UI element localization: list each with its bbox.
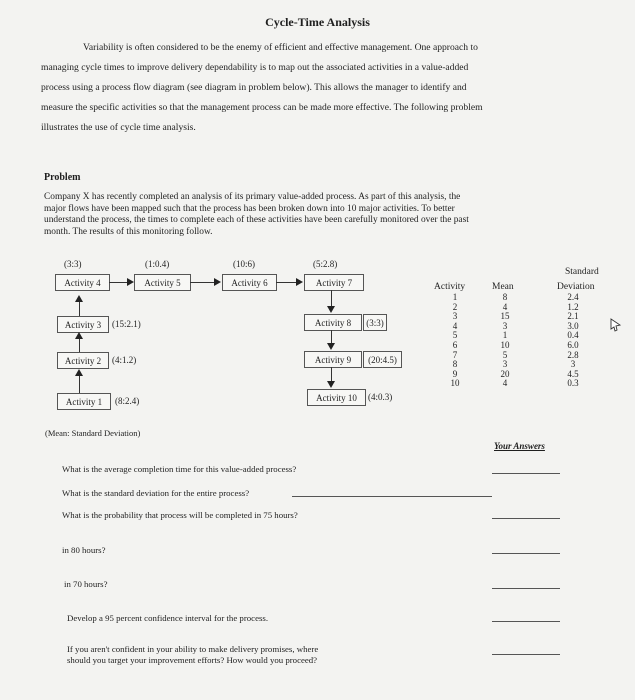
arrow-up-icon [75,369,83,376]
question-probability-80: in 80 hours? [62,545,106,555]
table-cell-mean: 1 [502,330,508,341]
intro-line: process using a process flow diagram (see diagram in problem below). This allows the manager to identify and [41,82,467,93]
problem-line: month. The results of this monitoring follow. [44,226,213,237]
activity-8-box: Activity 8 [304,314,362,331]
arrow-down-icon [327,306,335,313]
activity-9-stats: (20:4.5) [363,351,402,368]
activity-9-box: Activity 9 [304,351,362,368]
intro-line: managing cycle times to improve delivery dependability is to map out the associated activities in a value-added [41,62,469,73]
intro-line: illustrates the use of cycle time analysis. [41,122,196,133]
flow-line [276,282,297,283]
table-header-sd-1: Standard [565,267,599,277]
flow-line [331,367,332,382]
table-cell-mean: 4 [502,378,508,389]
table-cell-mean: 8 [502,292,508,302]
question-probability-70: in 70 hours? [64,579,108,589]
table-cell-activity: 1 [452,292,458,302]
page-title: Cycle-Time Analysis [265,15,370,29]
intro-paragraph [41,38,581,138]
question-probability-75: What is the probability that process will be completed in 75 hours? [62,510,298,520]
table-cell-sd: 2.1 [567,311,579,322]
flow-line [79,301,80,316]
activity-1-box: Activity 1 [57,393,111,410]
arrow-down-icon [327,343,335,350]
table-cell-activity: 2 [452,301,458,312]
activity-2-box: Activity 2 [57,352,109,369]
table-cell-sd: 2.8 [567,349,579,360]
activity-5-box: Activity 5 [134,274,191,291]
table-header-sd-2: Deviation [557,282,595,292]
activity-5-stats: (1:0.4) [145,259,170,269]
activity-1-stats: (8:2.4) [115,396,140,406]
table-cell-sd: 1.2 [567,301,579,312]
answer-blank[interactable] [492,588,560,589]
table-cell-sd: 3.0 [567,320,579,331]
table-cell-mean: 15 [500,311,510,322]
activity-10-box: Activity 10 [307,389,366,406]
activity-4-box: Activity 4 [55,274,110,291]
activity-3-box: Activity 3 [57,316,109,333]
flow-line [331,290,332,307]
question-standard-deviation: What is the standard deviation for the entire process? [62,488,250,498]
arrow-down-icon [327,381,335,388]
flow-line [331,330,332,344]
question-improvement-efforts-line-1: If you aren't confident in your ability to make delivery promises, where [67,644,319,654]
arrow-right-icon [127,278,134,286]
table-cell-activity: 8 [452,359,458,370]
question-confidence-interval: Develop a 95 percent confidence interval for the process. [67,613,269,623]
answer-blank[interactable] [492,553,560,554]
activity-3-stats: (15:2.1) [112,319,141,329]
arrow-up-icon [75,332,83,339]
mean-column [488,293,522,389]
table-cell-mean: 3 [502,359,508,370]
diagram-legend: (Mean: Standard Deviation) [45,428,141,438]
activity-6-box: Activity 6 [222,274,277,291]
table-cell-mean: 3 [502,320,508,331]
mouse-cursor-icon [610,318,622,332]
flow-line [109,282,128,283]
flow-line [79,375,80,393]
answer-blank[interactable] [492,654,560,655]
table-cell-activity: 10 [450,378,460,389]
table-cell-activity: 9 [452,368,458,379]
activity-6-stats: (10:6) [233,259,255,269]
table-cell-activity: 7 [452,349,458,360]
sd-column [553,293,593,389]
flow-line [190,282,215,283]
activity-10-stats: (4:0.3) [368,392,393,402]
table-cell-sd: 2.4 [567,292,579,302]
table-cell-activity: 3 [452,311,458,322]
arrow-right-icon [214,278,221,286]
table-cell-sd: 6.0 [567,339,579,350]
answer-blank[interactable] [492,473,560,474]
table-cell-mean: 4 [502,301,508,312]
table-cell-sd: 3 [570,359,576,370]
activity-column [440,293,470,389]
activity-7-box: Activity 7 [304,274,364,291]
activity-2-stats: (4:1.2) [112,355,137,365]
table-cell-sd: 0.4 [567,330,579,341]
table-cell-mean: 20 [500,368,510,379]
table-cell-sd: 4.5 [567,368,579,379]
table-cell-sd: 0.3 [567,378,579,389]
activity-8-stats: (3:3) [363,314,387,331]
answer-blank[interactable] [492,621,560,622]
arrow-right-icon [296,278,303,286]
flow-line [79,338,80,352]
problem-paragraph [44,192,584,238]
table-header-activity: Activity [434,282,466,292]
problem-heading: Problem [44,172,81,183]
table-cell-activity: 5 [452,330,458,341]
question-improvement-efforts-line-2: should you target your improvement efforts? How would you proceed? [67,655,318,665]
table-cell-mean: 5 [502,349,508,360]
intro-line: measure the specific activities so that the management process can be made more effective. The following problem [41,102,483,113]
arrow-up-icon [75,295,83,302]
table-cell-activity: 4 [452,320,458,331]
answer-blank[interactable] [292,496,492,497]
activity-4-stats: (3:3) [64,259,82,269]
activity-7-stats: (5:2.8) [313,259,338,269]
intro-line: Variability is often considered to be the enemy of efficient and effective management. One approach to [83,42,478,53]
table-header-mean: Mean [492,282,514,292]
question-average-completion: What is the average completion time for this value-added process? [62,464,297,474]
problem-line: understand the process, the times to complete each of these activities have been carefully monitored over the past [44,215,469,225]
problem-line: Company X has recently completed an analysis of its primary value-added process. As part of this analysis, the [44,192,461,202]
table-cell-activity: 6 [452,339,458,350]
table-cell-mean: 10 [500,339,510,350]
your-answers-heading: Your Answers [494,441,545,451]
problem-line: major flows have been mapped such that the process has been broken down into 10 major activities. To better [44,203,455,214]
answer-blank[interactable] [492,518,560,519]
